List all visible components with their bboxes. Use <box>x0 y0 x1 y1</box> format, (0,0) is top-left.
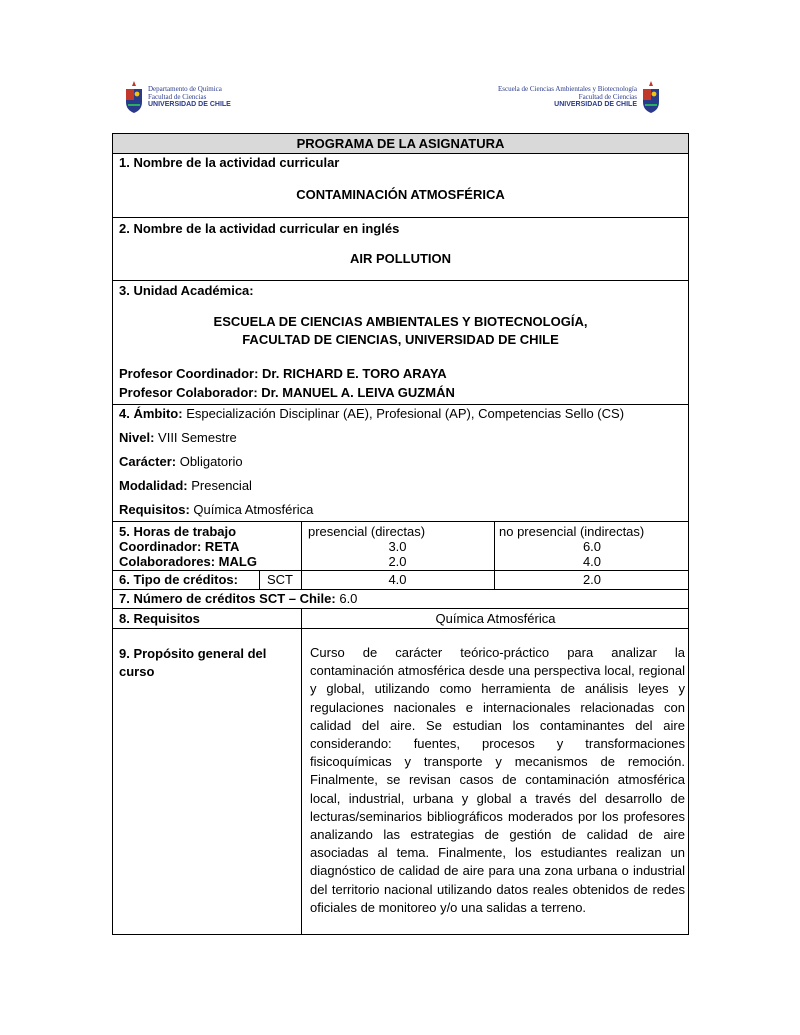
logo-escuela-ciencias-ambientales <box>498 80 661 114</box>
proposito-label-line1: 9. Propósito general del <box>119 646 267 661</box>
section-3-value-line2: FACULTAD DE CIENCIAS, UNIVERSIDAD DE CHILE <box>242 332 559 347</box>
presencial-header: presencial (directas) <box>308 524 426 539</box>
colaboradores-presencial: 2.0 <box>388 554 407 569</box>
creditos-no-presencial: 2.0 <box>582 572 602 587</box>
section-3-label: 3. Unidad Académica: <box>119 283 254 298</box>
logo-departamento-quimica <box>124 80 231 114</box>
logo-right-line2: Facultad de Ciencias <box>578 93 637 101</box>
no-presencial-header: no presencial (indirectas) <box>499 524 645 539</box>
section-2-value: AIR POLLUTION <box>349 251 452 266</box>
logo-left-line3: UNIVERSIDAD DE CHILE <box>148 101 231 108</box>
university-shield-icon <box>124 80 144 114</box>
section-2 <box>113 217 688 280</box>
numero-creditos-label: 7. Número de créditos SCT – Chile: <box>119 591 336 606</box>
university-shield-icon <box>641 80 661 114</box>
creditos-presencial: 4.0 <box>388 572 407 587</box>
requisitos-8-value: Química Atmosférica <box>435 611 556 626</box>
section-6 <box>113 570 688 589</box>
proposito-text: Curso de carácter teórico-práctico para analizar la contaminación atmosférica desde una perspectiva local, regional y global, utilizando como herramienta de análisis leyes y regulaciones nacionales e internacionales relacionadas con calidad del aire. Se estudian los contaminantes del aire considerando: fuentes, procesos y transformaciones fisicoquímicas y transporte y mecanismos de remoción. Finalmente, se revisan casos de contaminación atmosférica local, industrial, urbana y global a través del desarrollo de lecturas/seminarios bibliográficos moderados por los profesores analizando las estrategias de gestión de calidad de aire asociadas al tema. Finalmente, los estudiantes realizan un diagnóstico de calidad de aire para una zona urbana o industrial del territorio nacional utilizando datos reales obtenidos de redes oficiales de monitoreo y/o una salidas a terreno. <box>310 645 685 915</box>
table-title: PROGRAMA DE LA ASIGNATURA <box>296 136 505 151</box>
profesor-coordinador: Profesor Coordinador: Dr. RICHARD E. TORO ARAYA <box>119 366 447 381</box>
section-1-value: CONTAMINACIÓN ATMOSFÉRICA <box>296 187 505 202</box>
logo-left-line2: Facultad de Ciencias <box>148 93 207 101</box>
coordinador-label: Coordinador: RETA <box>119 539 240 554</box>
nivel-value: VIII Semestre <box>158 430 237 445</box>
section-8 <box>113 608 688 628</box>
requisitos-label: Requisitos: <box>119 502 190 517</box>
requisitos-8-label: 8. Requisitos <box>119 611 200 626</box>
logo-left-line1: Departamento de Química <box>148 85 222 93</box>
modalidad-label: Modalidad: <box>119 478 188 493</box>
colaboradores-no-presencial: 4.0 <box>582 554 602 569</box>
profesor-colaborador: Profesor Colaborador: Dr. MANUEL A. LEIVA GUZMÁN <box>119 385 455 400</box>
ambito-line <box>119 406 624 421</box>
ambito-label: 4. Ámbito: <box>119 406 183 421</box>
tipo-creditos-type: SCT <box>267 572 293 587</box>
section-7 <box>113 589 688 608</box>
nivel-label: Nivel: <box>119 430 155 445</box>
section-4 <box>113 404 688 521</box>
modalidad-value: Presencial <box>191 478 252 493</box>
numero-creditos-line <box>119 591 357 606</box>
logo-right-line3: UNIVERSIDAD DE CHILE <box>554 101 637 108</box>
section-5 <box>113 521 688 570</box>
colaboradores-label: Colaboradores: MALG <box>119 554 257 569</box>
proposito-label-line2: curso <box>119 664 155 679</box>
requisitos-line <box>119 502 313 517</box>
modalidad-line <box>119 478 252 493</box>
numero-creditos-value: 6.0 <box>339 591 358 606</box>
coordinador-no-presencial: 6.0 <box>582 539 602 554</box>
caracter-label: Carácter: <box>119 454 177 469</box>
section-2-label: 2. Nombre de la actividad curricular en inglés <box>119 221 400 236</box>
table-title-row <box>113 134 688 153</box>
caracter-line <box>119 454 243 469</box>
section-3-value-line1: ESCUELA DE CIENCIAS AMBIENTALES Y BIOTECNOLOGÍA, <box>213 314 588 329</box>
nivel-line <box>119 430 237 445</box>
section-1 <box>113 153 688 217</box>
ambito-value: Especialización Disciplinar (AE), Profesional (AP), Competencias Sello (CS) <box>186 406 625 421</box>
section-3 <box>113 280 688 404</box>
coordinador-presencial: 3.0 <box>388 539 407 554</box>
section-1-label: 1. Nombre de la actividad curricular <box>119 155 340 170</box>
horas-label: 5. Horas de trabajo <box>119 524 237 539</box>
program-table <box>112 133 689 935</box>
tipo-creditos-label: 6. Tipo de créditos: <box>119 572 238 587</box>
caracter-value: Obligatorio <box>179 454 243 469</box>
logo-right-line1: Escuela de Ciencias Ambientales y Biotecnología <box>498 85 637 93</box>
requisitos-value: Química Atmosférica <box>193 502 314 517</box>
